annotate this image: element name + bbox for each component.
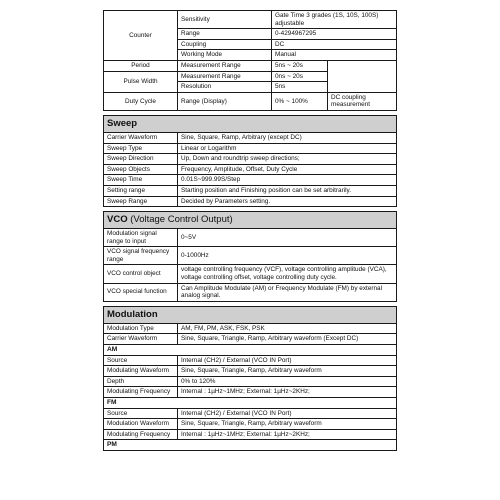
param-cell: Range [178, 29, 272, 40]
table-row [104, 265, 397, 283]
value-cell: Can Amplitude Modulate (AM) or Frequency Modulate (FM) by external analog signal. [178, 283, 397, 301]
value-cell: Sine, Square, Triangle, Ramp, Arbitrary waveform [178, 419, 397, 430]
param-cell: Modulation signal range to input [104, 229, 178, 247]
table-row [104, 185, 397, 196]
param-cell: Working Mode [178, 50, 272, 61]
table-row [104, 132, 397, 143]
section-header [104, 212, 397, 229]
table-row [104, 366, 397, 377]
value-cell: Up, Down and roundtrip sweep directions; [178, 154, 397, 165]
duty-cycle-label: Duty Cycle [104, 92, 178, 110]
param-cell: Carrier Waveform [104, 132, 178, 143]
section-header [104, 115, 397, 132]
value-cell: 0~5V [178, 229, 397, 247]
value-cell: 0.01S~999.99S/Step [178, 175, 397, 186]
param-cell: Sweep Type [104, 143, 178, 154]
pm-title: PM [104, 440, 397, 451]
table-row [104, 283, 397, 301]
table-row [104, 334, 397, 345]
am-title: AM [104, 345, 397, 356]
pulse-note-cell: DC coupling measurement [328, 92, 397, 110]
param-cell: Sweep Time [104, 175, 178, 186]
param-cell: Setting range [104, 185, 178, 196]
table-row [104, 408, 397, 419]
empty-cell [328, 60, 397, 92]
param-cell: Modulating Frequency [104, 387, 178, 398]
value-cell: Sine, Square, Triangle, Ramp, Arbitrary waveform [178, 366, 397, 377]
value-cell: 0ns ~ 20s [272, 71, 328, 82]
vco-title-bold: VCO [107, 214, 128, 226]
value-cell: Gate Time 3 grades (1S, 10S, 100S) adjustable [272, 11, 397, 29]
subsection-header [104, 398, 397, 409]
value-cell: 5ns ~ 20s [272, 60, 328, 71]
value-cell: 5ns [272, 82, 328, 93]
param-cell: Depth [104, 376, 178, 387]
value-cell: Manual [272, 50, 397, 61]
table-row [104, 229, 397, 247]
modulation-title: Modulation [107, 308, 158, 320]
table-row [104, 60, 397, 71]
param-cell: Sweep Direction [104, 154, 178, 165]
value-cell: Starting position and Finishing position can be set arbitrarily. [178, 185, 397, 196]
spec-page [103, 10, 396, 451]
param-cell: Sweep Objects [104, 164, 178, 175]
table-row [104, 11, 397, 29]
sweep-spec-table [103, 115, 397, 207]
section-header [104, 306, 397, 323]
pulse-width-label: Pulse Width [104, 71, 178, 92]
param-cell: Coupling [178, 39, 272, 50]
sweep-title: Sweep [107, 117, 138, 129]
param-cell: VCO control object [104, 265, 178, 283]
value-cell: 0-4294967295 [272, 29, 397, 40]
value-cell: voltage controlling frequency (VCF), voltage controlling amplitude (VCA), voltage controlling offset, voltage controlling duty cycle. [178, 265, 397, 283]
param-cell: VCO signal frequency range [104, 247, 178, 265]
table-row [104, 376, 397, 387]
subsection-header [104, 440, 397, 451]
value-cell: Internal (CH2) / External (VCO IN Port) [178, 408, 397, 419]
param-cell: Modulating Frequency [104, 429, 178, 440]
table-row [104, 143, 397, 154]
value-cell: Internal : 1µHz~1MHz; External: 1µHz~2KHz; [178, 387, 397, 398]
table-row [104, 196, 397, 207]
table-row [104, 323, 397, 334]
period-label: Period [104, 60, 178, 71]
table-row [104, 247, 397, 265]
table-row [104, 419, 397, 430]
vco-spec-table [103, 211, 397, 302]
value-cell: 0% to 120% [178, 376, 397, 387]
value-cell: Sine, Square, Ramp, Arbitrary (except DC) [178, 132, 397, 143]
param-cell: Resolution [178, 82, 272, 93]
param-cell: Sensitivity [178, 11, 272, 29]
param-cell: Source [104, 408, 178, 419]
value-cell: Internal (CH2) / External (VCO IN Port) [178, 355, 397, 366]
table-row [104, 175, 397, 186]
counter-label: Counter [104, 11, 178, 61]
table-row [104, 164, 397, 175]
value-cell: Frequency, Amplitude, Offset, Duty Cycle [178, 164, 397, 175]
param-cell: Modulating Waveform [104, 366, 178, 377]
param-cell: Measurement Range [178, 71, 272, 82]
param-cell: VCO special function [104, 283, 178, 301]
value-cell: 0-1000Hz [178, 247, 397, 265]
param-cell: Modulation Type [104, 323, 178, 334]
table-row [104, 387, 397, 398]
param-cell: Sweep Range [104, 196, 178, 207]
value-cell: AM, FM, PM, ASK, FSK, PSK [178, 323, 397, 334]
table-row [104, 92, 397, 110]
vco-title-rest: (Voltage Control Output) [127, 214, 233, 226]
param-cell: Source [104, 355, 178, 366]
param-cell: Carrier Waveform [104, 334, 178, 345]
value-cell: Decided by Parameters setting. [178, 196, 397, 207]
value-cell: DC [272, 39, 397, 50]
value-cell: Sine, Square, Triangle, Ramp, Arbitrary waveform (Except DC) [178, 334, 397, 345]
table-row [104, 154, 397, 165]
param-cell: Range (Display) [178, 92, 272, 110]
param-cell: Measurement Range [178, 60, 272, 71]
table-row [104, 429, 397, 440]
subsection-header [104, 345, 397, 356]
table-row [104, 355, 397, 366]
fm-title: FM [104, 398, 397, 409]
value-cell: 0% ~ 100% [272, 92, 328, 110]
modulation-spec-table [103, 306, 397, 451]
counter-spec-table [103, 10, 397, 111]
param-cell: Modulation Waveform [104, 419, 178, 430]
value-cell: Internal : 1µHz~1MHz; External: 1µHz~2KHz; [178, 429, 397, 440]
value-cell: Linear or Logarithm [178, 143, 397, 154]
